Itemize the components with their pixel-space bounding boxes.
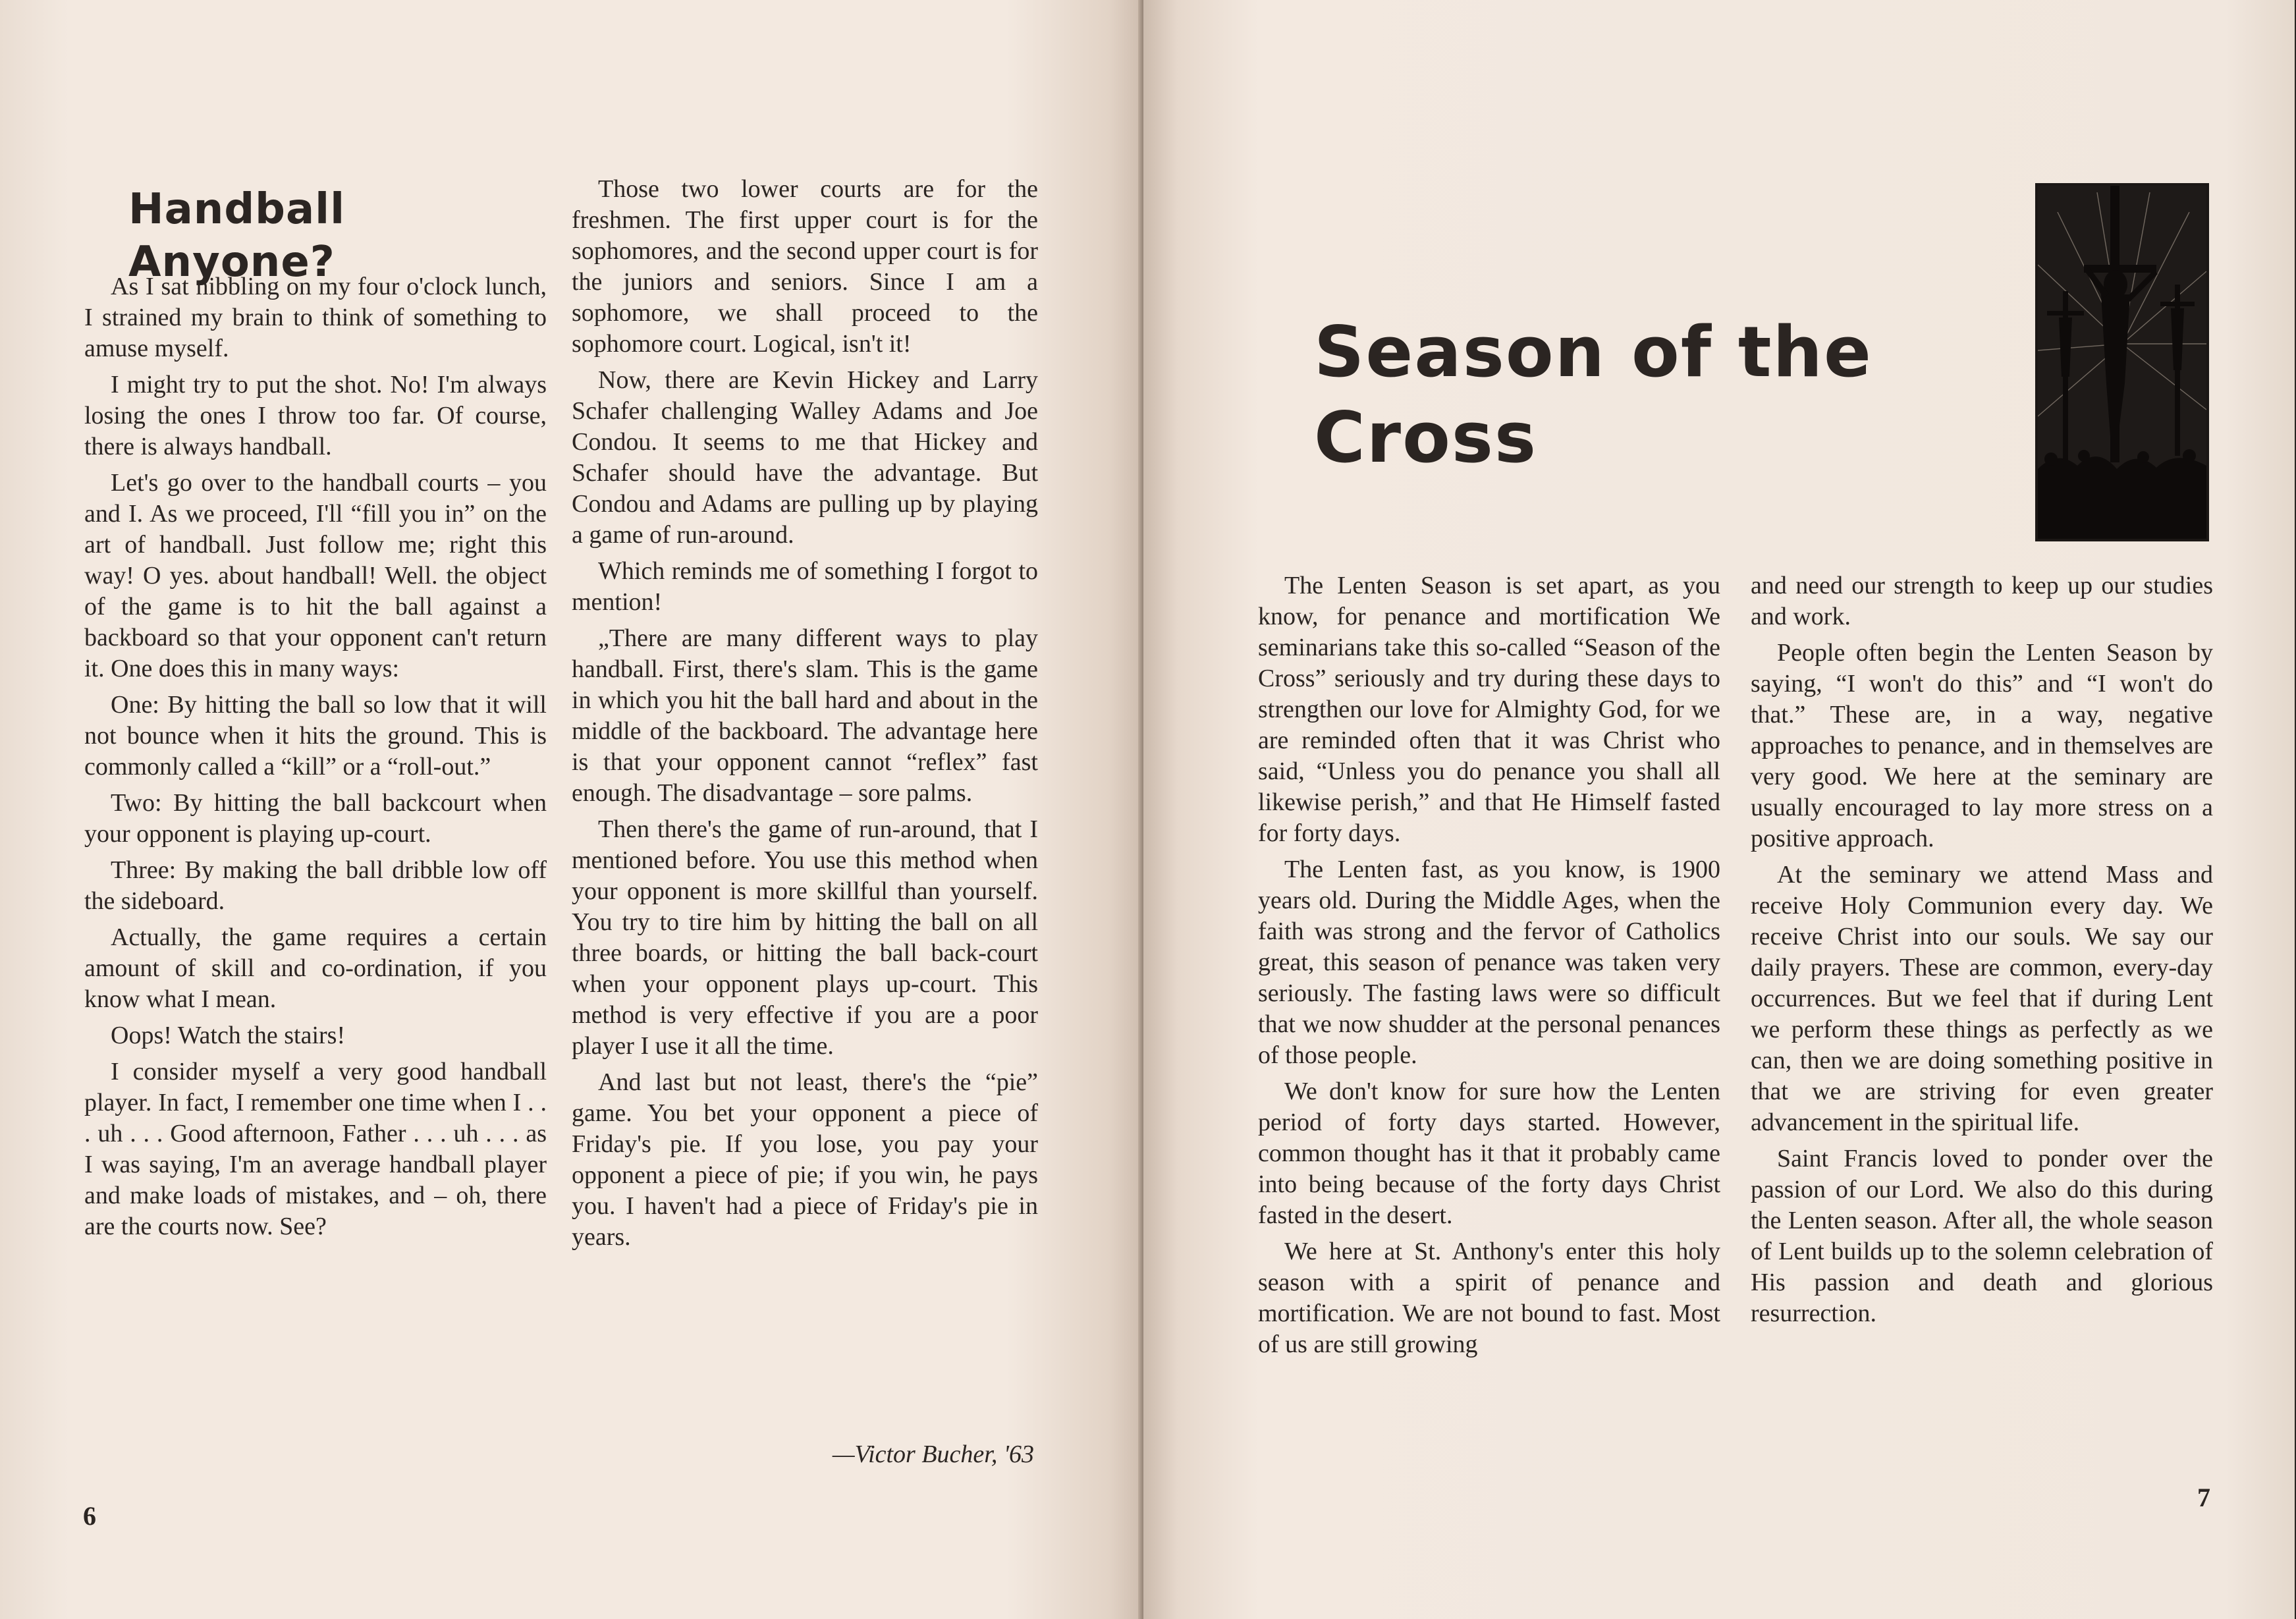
paragraph: As I sat nibbling on my four o'clock lunch, I strained my brain to think of something to amuse myself. <box>84 273 547 362</box>
paragraph: I consider myself a very good handball player. In fact, I remember one time when I . . . uh . . . Good afternoon, Father . . . uh . . . as I was saying, I'm an average handball player and make loads of mistakes, and – oh, there are the courts now. See? <box>84 1058 547 1240</box>
paragraph: We don't know for sure how the Lenten period of forty days started. However, common thought has it that it probably came into being because of the forty days Christ fasted in the desert. <box>1258 1078 1720 1229</box>
paragraph: Two: By hitting the ball backcourt when your opponent is playing up-court. <box>84 789 547 848</box>
left-column-2 <box>572 174 1038 1253</box>
page-number-right: 7 <box>2197 1483 2210 1512</box>
paragraph: The Lenten Season is set apart, as you know, for penance and mortification We seminarians take this so-called “Season of the Cross” seriously and try during these days to strengthen our love for Almighty God, for we are reminded often that it was Christ who said, “Unless you do penance you shall all likewise perish,” and that He Himself fasted for forty days. <box>1258 572 1720 847</box>
paragraph: At the seminary we attend Mass and receive Holy Communion every day. We receive Christ into our souls. We say our daily prayers. These are common, every-day occurrences. But we feel that if during Lent we perform these things as perfectly as we can, then we are doing something positive in that we are striving for even greater advancement in the spiritual life. <box>1751 861 2213 1136</box>
right-column-2 <box>1751 570 2213 1329</box>
paragraph: The Lenten fast, as you know, is 1900 years old. During the Middle Ages, when the faith was strong and the fervor of Catholics great, this season of penance was taken very seriously. The fasting laws were so difficult that we now shudder at the personal penances of those people. <box>1258 856 1720 1069</box>
paragraph: Which reminds me of something I forgot to mention! <box>572 557 1038 616</box>
paragraph: We here at St. Anthony's enter this holy season with a spirit of penance and mortification. We are not bound to fast. Most of us are still growing <box>1258 1238 1720 1358</box>
paragraph: „There are many different ways to play handball. First, there's slam. This is the game in which you hit the ball hard and about in the middle of the backboard. The advantage here is that your opponent cannot “reflex” fast enough. The disadvantage – sore palms. <box>572 624 1038 807</box>
left-page <box>0 0 1143 1619</box>
paragraph: Then there's the game of run-around, that I mentioned before. You use this method when your opponent is more skillful than yourself. You try to tire him by hitting the ball on all three boards, or hitting the ball back-court when your opponent plays up-court. This method is very effective if you are a poor player I use it all the time. <box>572 815 1038 1060</box>
paragraph: And last but not least, there's the “pie” game. You bet your opponent a piece of Friday's pie. If you lose, you pay your opponent a piece of pie; if you win, he pays you. I haven't had a piece of Friday's pie in years. <box>572 1068 1038 1251</box>
paragraph: Three: By making the ball dribble low off the sideboard. <box>84 856 547 915</box>
paragraph: Let's go over to the handball courts – you and I. As we proceed, I'll “fill you in” on the art of handball. Just follow me; right this way! O yes. about handball! Well. the object of the game is to hit the ball against a backboard so that your opponent can't return it. One does this in many ways: <box>84 469 547 682</box>
paragraph: Saint Francis loved to ponder over the passion of our Lord. We also do this during the Lenten season. After all, the whole season of Lent builds up to the solemn celebration of His passion and death and glorious resurrection. <box>1751 1145 2213 1327</box>
author-byline: —Victor Bucher, '63 <box>832 1441 1034 1468</box>
paragraph: Now, there are Kevin Hickey and Larry Schafer challenging Walley Adams and Joe Condou. It seems to me that Hickey and Schafer should have the advantage. But Condou and Adams are pulling up by playing a game of run-around. <box>572 366 1038 549</box>
crucifixion-woodcut-icon <box>2035 183 2209 541</box>
right-column-1 <box>1258 570 1720 1360</box>
paragraph: Oops! Watch the stairs! <box>111 1022 346 1049</box>
page-number-left: 6 <box>83 1501 96 1531</box>
paragraph: One: By hitting the ball so low that it will not bounce when it hits the ground. This is commonly called a “kill” or a “roll-out.” <box>84 691 547 781</box>
paragraph: and need our strength to keep up our studies and work. <box>1751 572 2213 630</box>
paragraph: Those two lower courts are for the freshmen. The first upper court is for the sophomores, and the second upper court is for the juniors and seniors. Since I am a sophomore, we shall proceed to the sophomore court. Logical, isn't it! <box>572 175 1038 358</box>
paragraph: People often begin the Lenten Season by saying, “I won't do this” and “I won't do that.” These are, in a way, negative approaches to penance, and in themselves are very good. We here at the seminary are usually encouraged to lay more stress on a positive approach. <box>1751 639 2213 852</box>
paragraph: I might try to put the shot. No! I'm always losing the ones I throw too far. Of course, there is always handball. <box>84 371 547 460</box>
paragraph: Actually, the game requires a certain amount of skill and co-ordination, if you know what I mean. <box>84 923 547 1013</box>
article-title-season: Season of the Cross <box>1314 312 1872 478</box>
left-column-1 <box>84 271 547 1242</box>
article-title-handball: Handball Anyone? <box>128 185 345 287</box>
